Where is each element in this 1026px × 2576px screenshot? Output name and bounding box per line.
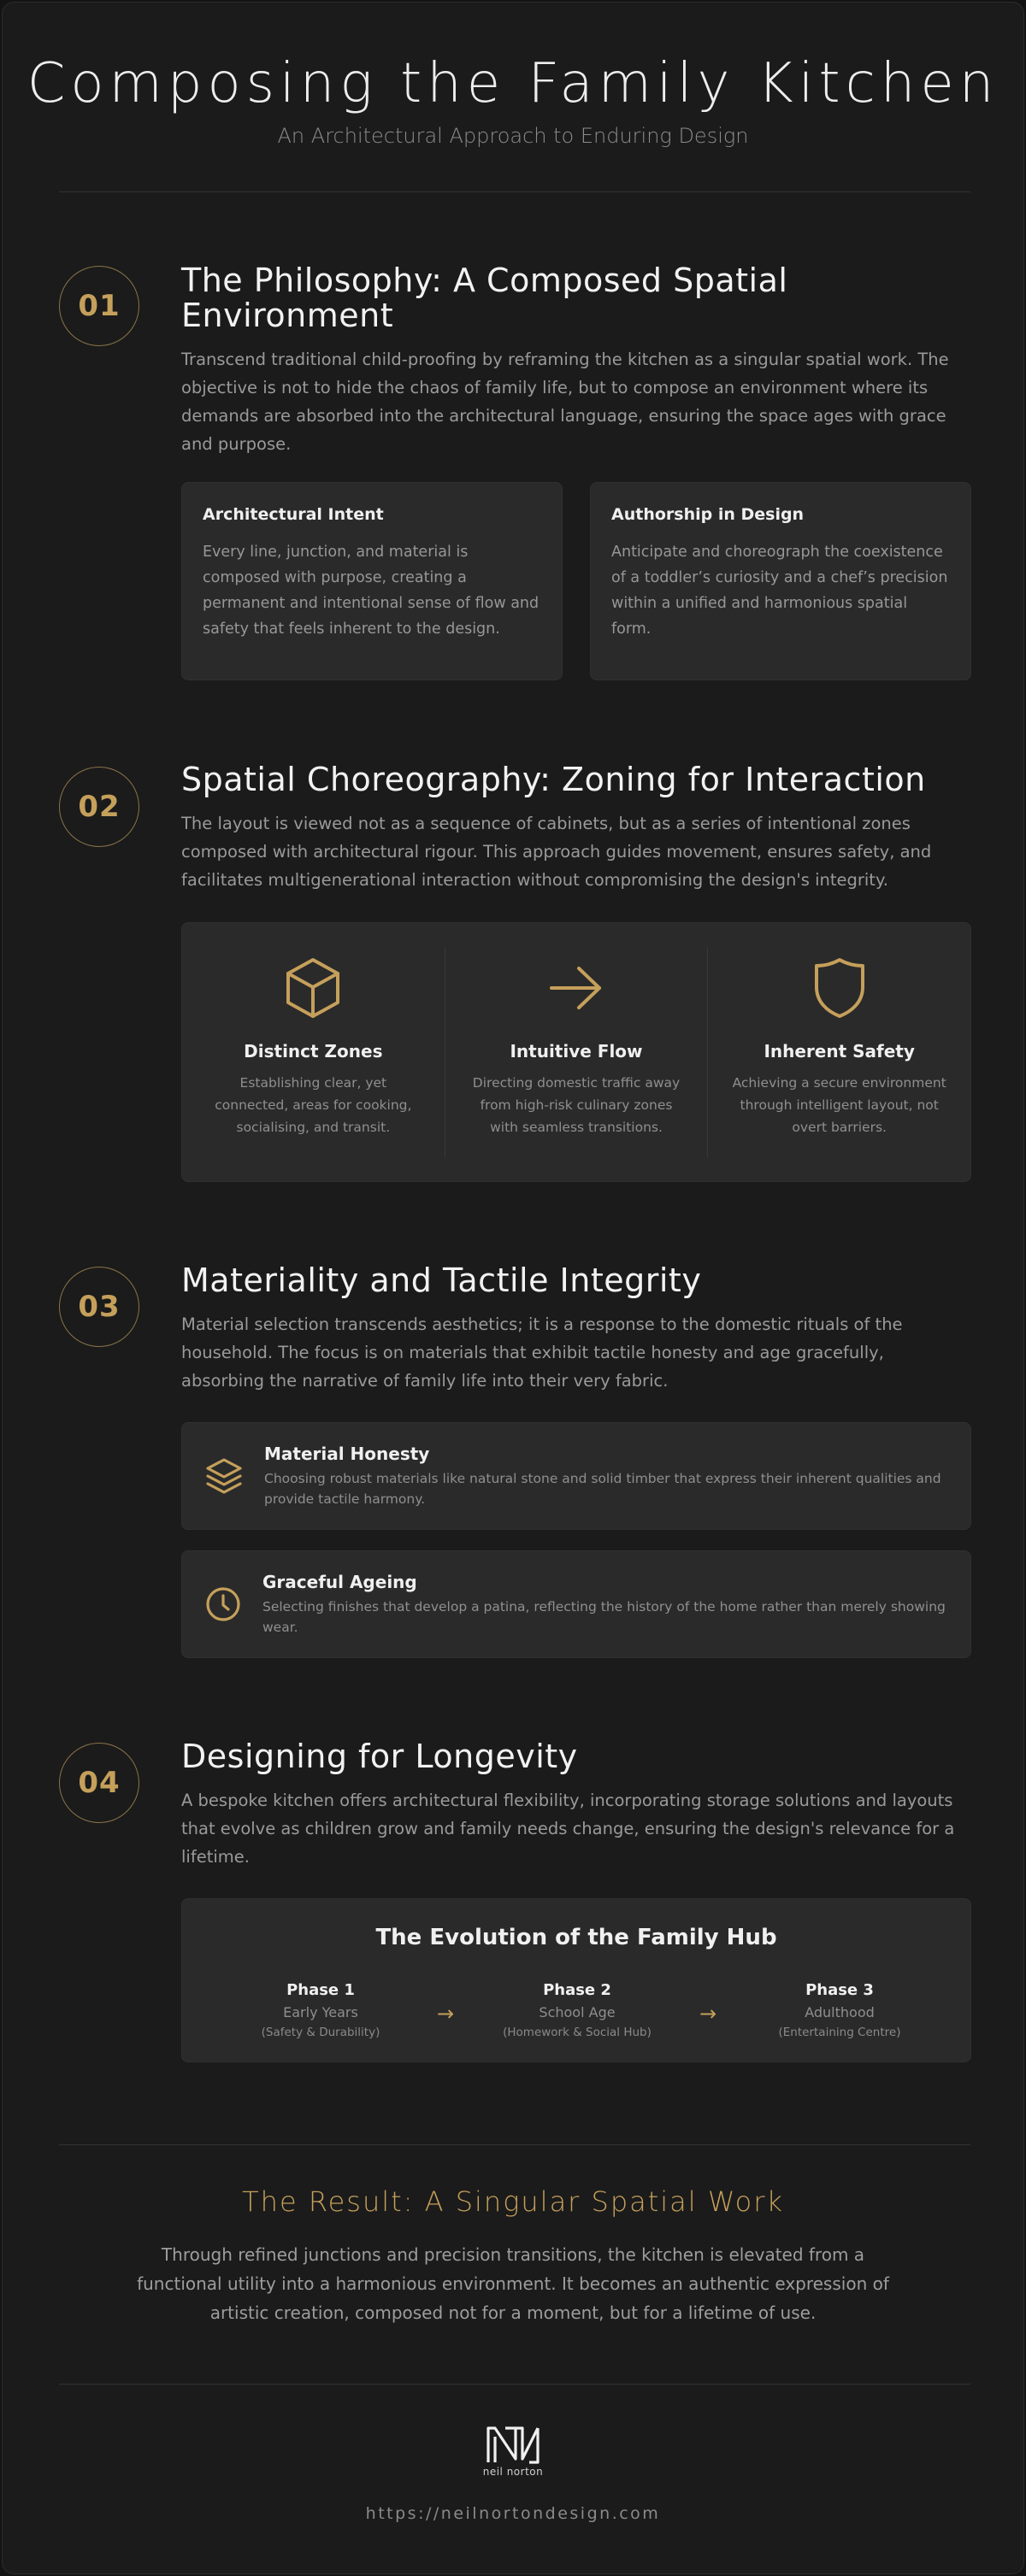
card-title: Authorship in Design bbox=[611, 505, 805, 524]
phase-title: Phase 3 bbox=[805, 1981, 874, 1999]
section-title: The Philosophy: A Composed Spatial Environment bbox=[181, 262, 788, 335]
layers-icon bbox=[204, 1456, 244, 1496]
phase-stage: Early Years bbox=[283, 2004, 358, 2020]
infographic-page bbox=[2, 2, 1024, 2574]
section-number: 03 bbox=[59, 1267, 139, 1347]
phase-2 bbox=[496, 1981, 658, 2039]
card-title: Architectural Intent bbox=[203, 505, 384, 524]
divider bbox=[59, 191, 970, 192]
evolution-title: The Evolution of the Family Hub bbox=[375, 1925, 777, 1950]
card-text: Anticipate and choreograph the coexistence of a toddler’s curiosity and a chef’s precision within a unified and harmonious spatial form. bbox=[611, 544, 948, 638]
result-section bbox=[3, 2185, 1023, 2327]
section-number: 02 bbox=[59, 767, 139, 847]
phase-detail: (Homework & Social Hub) bbox=[503, 2026, 652, 2039]
website-link[interactable]: https://neilnortondesign.com bbox=[365, 2504, 661, 2523]
shield-icon bbox=[728, 954, 950, 1022]
section-number: 04 bbox=[59, 1743, 139, 1823]
result-title: The Result: A Singular Spatial Work bbox=[242, 2185, 784, 2218]
card-row bbox=[181, 482, 971, 680]
phase-detail: (Entertaining Centre) bbox=[778, 2026, 901, 2039]
card-text: Every line, junction, and material is composed with purpose, creating a permanent and intentional sense of flow and safety that feels inherent to the design. bbox=[203, 544, 540, 638]
zones-panel bbox=[181, 922, 971, 1182]
item-title: Graceful Ageing bbox=[262, 1571, 417, 1592]
feature-text: Establishing clear, yet connected, areas for cooking, socialising, and transit. bbox=[215, 1075, 412, 1135]
phase-1 bbox=[239, 1981, 402, 2039]
section-number: 01 bbox=[59, 266, 139, 346]
section-lead: Transcend traditional child-proofing by reframing the kitchen as a singular spatial work. The objective is not to hide the chaos of family life, but to compose an environment where its demands are absorbed into the architectural language, ensuring the space ages with grace and purpose. bbox=[181, 350, 949, 455]
item-text: Choosing robust materials like natural stone and solid timber that express their inherent qualities and provide tactile harmony. bbox=[264, 1470, 941, 1507]
item-material-honesty bbox=[181, 1422, 971, 1530]
feature-title: Inherent Safety bbox=[764, 1041, 915, 1062]
item-title: Material Honesty bbox=[264, 1443, 430, 1464]
footer bbox=[3, 2425, 1023, 2523]
evolution-panel bbox=[181, 1898, 971, 2062]
divider bbox=[59, 2384, 970, 2385]
card-authorship-in-design bbox=[590, 482, 971, 680]
feature-distinct-zones bbox=[182, 947, 445, 1157]
feature-title: Intuitive Flow bbox=[510, 1041, 643, 1062]
arrow-right-icon: → bbox=[699, 2002, 717, 2026]
section-lead: The layout is viewed not as a sequence of cabinets, but as a series of intentional zones composed with architectural rigour. This approach guides movement, ensures safety, and facilitates multigenerational interaction without compromising the design's integrity. bbox=[181, 814, 932, 891]
item-text: Selecting finishes that develop a patina, reflecting the history of the home rather than merely showing wear. bbox=[262, 1598, 946, 1635]
feature-intuitive-flow bbox=[445, 947, 708, 1157]
phase-3 bbox=[758, 1981, 921, 2039]
arrow-right-icon bbox=[466, 954, 687, 1022]
page-subtitle: An Architectural Approach to Enduring Design bbox=[277, 124, 749, 149]
phase-stage: School Age bbox=[539, 2004, 616, 2020]
feature-text: Directing domestic traffic away from high-risk culinary zones with seamless transitions. bbox=[472, 1075, 681, 1135]
feature-inherent-safety bbox=[707, 947, 970, 1157]
section-lead: Material selection transcends aesthetics; it is a response to the domestic rituals of the household. The focus is on materials that exhibit tactile honesty and age gracefully, absorbing the narrative of family life into their very fabric. bbox=[181, 1314, 903, 1391]
card-architectural-intent bbox=[181, 482, 563, 680]
arrow-right-icon: → bbox=[436, 2002, 455, 2026]
divider bbox=[59, 2144, 970, 2145]
header bbox=[3, 54, 1023, 148]
result-text: Through refined junctions and precision transitions, the kitchen is elevated from a functional utility into a harmonious environment. It becomes an authentic expression of artistic creation, composed not for a moment, but for a lifetime of use. bbox=[137, 2244, 889, 2323]
phase-title: Phase 1 bbox=[286, 1981, 355, 1999]
section-title: Materiality and Tactile Integrity bbox=[181, 1262, 702, 1299]
phase-title: Phase 2 bbox=[543, 1981, 611, 1999]
phase-stage: Adulthood bbox=[805, 2004, 875, 2020]
page-title: Composing the Family Kitchen bbox=[27, 52, 999, 115]
cube-icon bbox=[203, 954, 424, 1022]
section-lead: A bespoke kitchen offers architectural flexibility, incorporating storage solutions and layouts that evolve as children grow and family needs change, ensuring the design's relevance for a lifetime. bbox=[181, 1791, 955, 1867]
feature-title: Distinct Zones bbox=[244, 1041, 383, 1062]
feature-text: Achieving a secure environment through intelligent layout, not overt barriers. bbox=[732, 1075, 946, 1135]
phase-detail: (Safety & Durability) bbox=[261, 2026, 380, 2039]
section-title: Spatial Choreography: Zoning for Interaction bbox=[181, 761, 926, 798]
clock-icon bbox=[204, 1585, 242, 1623]
brand-logo bbox=[483, 2425, 544, 2478]
section-title: Designing for Longevity bbox=[181, 1738, 578, 1775]
logo-text: neil norton bbox=[482, 2466, 544, 2478]
item-graceful-ageing bbox=[181, 1550, 971, 1658]
